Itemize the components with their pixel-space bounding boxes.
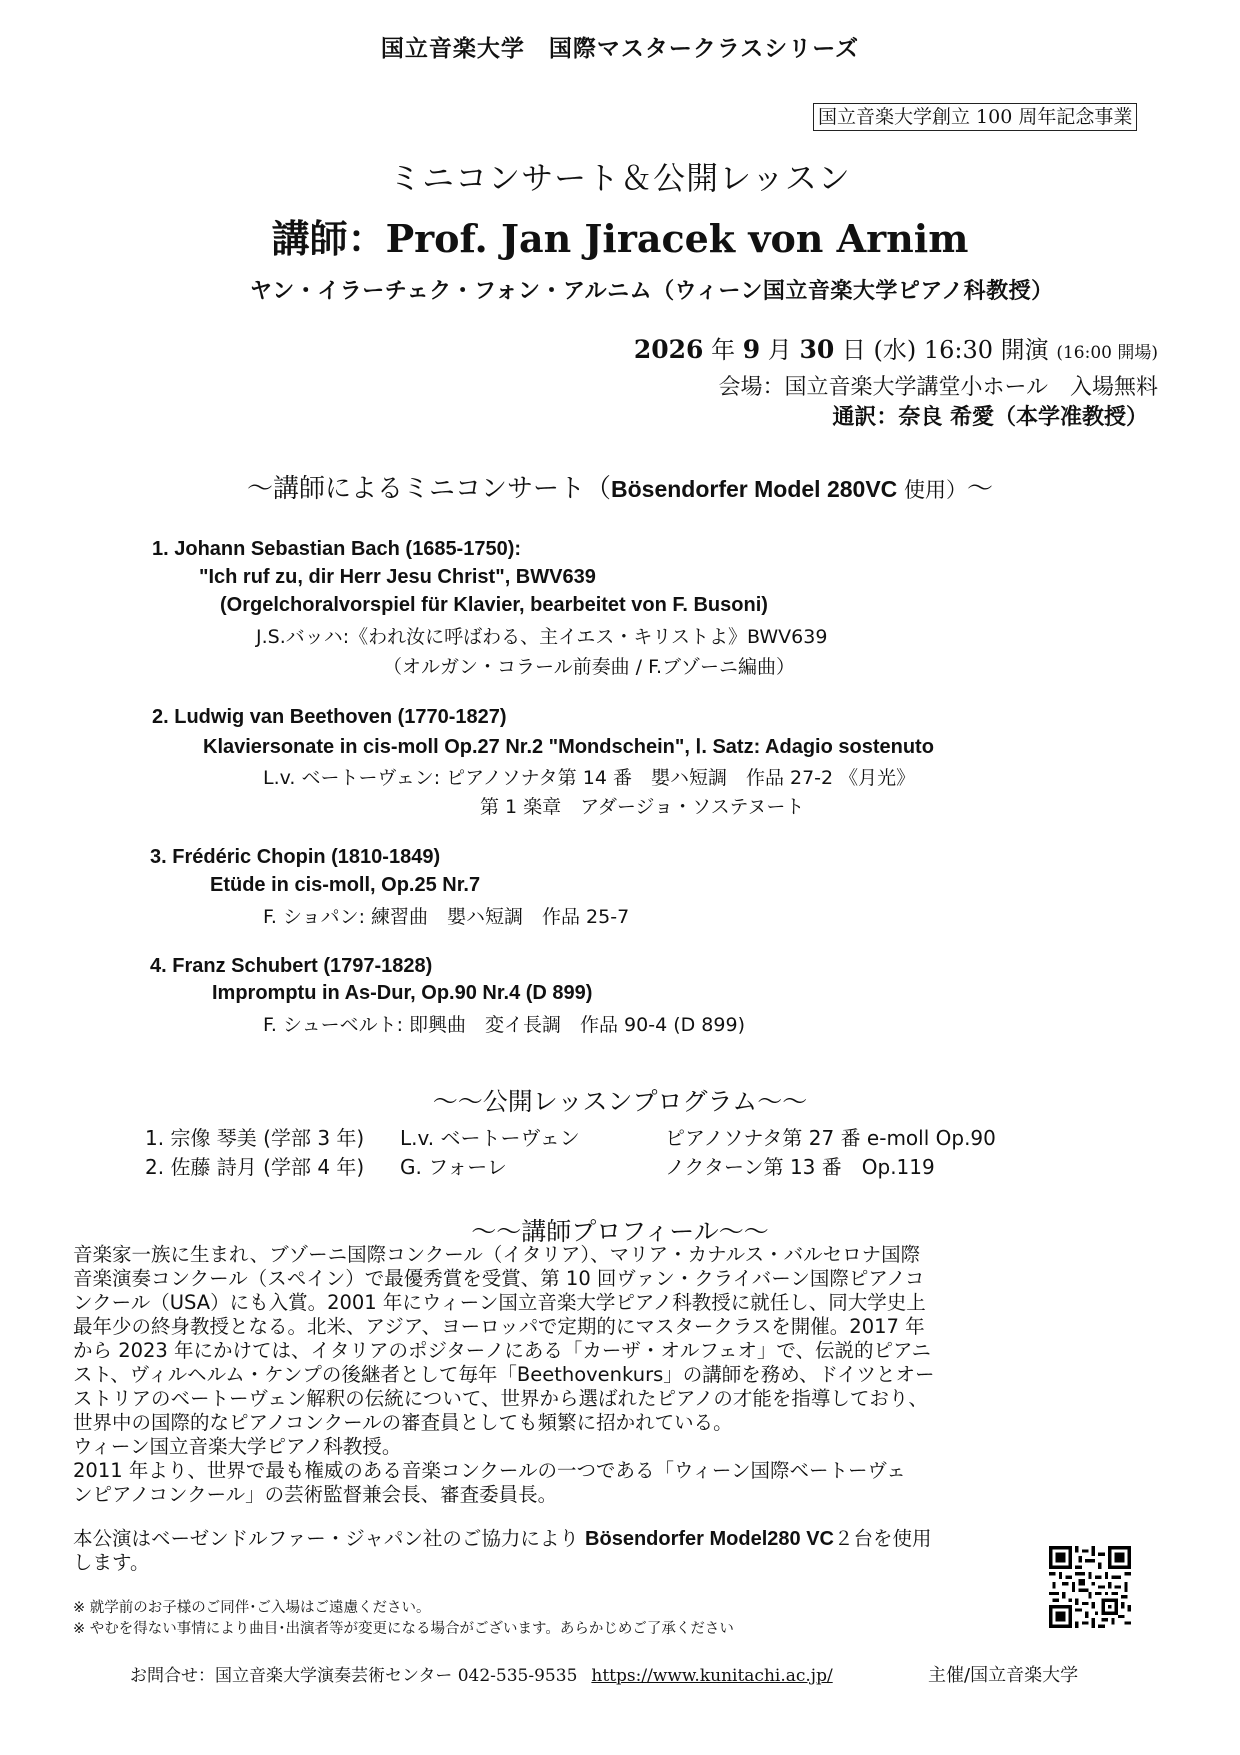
profile-line: ンピアノコンクール」の芸術監督兼会長、審査委員長。 <box>73 1483 558 1506</box>
note-line: ※ 就学前のお子様のご同伴･ご入場はご遠慮ください。 <box>73 1600 431 1616</box>
piece-1-composer: 1. Johann Sebastian Bach (1685-1750): <box>152 538 522 560</box>
profile-line: 音楽演奏コンクール（スペイン）で最優秀賞を受賞、第 10 回ヴァン・クライバーン国際ピアノコ <box>73 1267 925 1290</box>
piece-4-composer: 4. Franz Schubert (1797-1828) <box>150 955 433 977</box>
concert-heading-suffix: 使用） <box>897 478 967 502</box>
website-link[interactable]: https://www.kunitachi.ac.jp/ <box>591 1666 833 1686</box>
concert-heading-prefix: ～講師によるミニコンサート（ <box>246 474 611 504</box>
profile-line: 音楽家一族に生まれ、ブゾーニ国際コンクール（イタリア）、マリア・カナルス・バルセロナ国際 <box>73 1243 921 1266</box>
profile-line: ストリアのベートーヴェン解釈の伝統について、世界から選ばれたピアノの才能を指導しており、 <box>73 1387 928 1410</box>
contact-phone[interactable]: 042-535-9535 <box>457 1666 578 1686</box>
lesson-1-composer: L.v. ベートーヴェン <box>400 1126 580 1150</box>
series-title: 国立音楽大学 国際マスタークラスシリーズ <box>380 36 860 62</box>
interpreter: 通訳：奈良 希愛（本学准教授） <box>832 405 1148 430</box>
profile-heading: ～～講師プロフィール～～ <box>471 1217 769 1246</box>
doors-time: (16:00 開場) <box>1056 343 1158 363</box>
profile-line: から 2023 年にかけては、イタリアのポジターノにある「カーザ・オルフェオ」で、伝説的ピアニ <box>73 1339 932 1362</box>
profile-line: 最年少の終身教授となる。北米、アジア、ヨーロッパで定期的にマスタークラスを開催。2017 年 <box>73 1315 925 1338</box>
piece-4-title: Impromptu in As-Dur, Op.90 Nr.4 (D 899) <box>212 982 593 1004</box>
qr-code-icon[interactable] <box>1049 1546 1131 1628</box>
venue: 会場：国立音楽大学講堂小ホール 入場無料 <box>718 375 1158 400</box>
note-line: ※ やむを得ない事情により曲目･出演者等が変更になる場合がございます。あらかじめご了承ください <box>73 1621 734 1637</box>
piece-2-title: Klaviersonate in cis-moll Op.27 Nr.2 "Mondschein", Ⅰ. Satz: Adagio sostenuto <box>203 736 934 758</box>
piano-note-instrument: Bösendorfer Model280 VC <box>585 1528 834 1550</box>
piece-1-subtitle: (Orgelchoralvorspiel für Klavier, bearbeitet von F. Busoni) <box>220 594 768 616</box>
piece-4-jp-title: F. シューベルト: 即興曲 変イ長調 作品 90-4 (D 899) <box>263 1014 745 1036</box>
piano-note-prefix: 本公演はベーゼンドルファー・ジャパン社のご協力により <box>73 1527 586 1550</box>
concert-heading <box>0 468 1240 505</box>
piano-note-line2: します。 <box>73 1551 150 1574</box>
lesson-1-work: ピアノソナタ第 27 番 e-moll Op.90 <box>665 1126 996 1150</box>
date-weekday: (水) <box>873 336 917 364</box>
piece-1-jp-subtitle: （オルガン・コラール前奏曲 / F.ブゾーニ編曲） <box>383 656 796 678</box>
date-day-unit: 日 <box>841 336 866 364</box>
piece-1-title: "Ich ruf zu, dir Herr Jesu Christ", BWV639 <box>199 566 596 588</box>
profile-line: ンクール（USA）にも入賞。2001 年にウィーン国立音楽大学ピアノ科教授に就任し、同大学史上 <box>73 1291 926 1314</box>
piece-2-jp-subtitle: 第 1 楽章 アダージョ・ソステヌート <box>480 796 805 818</box>
footer-contact <box>130 1661 833 1686</box>
contact-label: お問合せ：国立音楽大学演奏芸術センター <box>130 1666 458 1686</box>
piano-note <box>73 1527 932 1551</box>
date-year-unit: 年 <box>711 336 736 364</box>
footer-host: 主催/国立音楽大学 <box>928 1665 1079 1686</box>
date-month: 9 <box>742 335 761 364</box>
lesson-heading: ～～公開レッスンプログラム～～ <box>432 1087 808 1116</box>
event-date <box>634 330 1158 365</box>
date-year: 2026 <box>633 335 704 364</box>
anniversary-badge: 国立音楽大学創立 100 周年記念事業 <box>813 103 1137 131</box>
profile-line: 世界中の国際的なピアノコンクールの審査員としても頻繁に招かれている。 <box>73 1411 733 1434</box>
lecturer-heading: 講師：Prof. Jan Jiracek von Arnim <box>271 216 969 261</box>
piece-2-composer: 2. Ludwig van Beethoven (1770-1827) <box>152 706 507 728</box>
piece-3-title: Etüde in cis-moll, Op.25 Nr.7 <box>210 874 481 896</box>
lesson-2-composer: G. フォーレ <box>400 1155 507 1179</box>
event-title: ミニコンサート＆公開レッスン <box>389 159 851 197</box>
lecturer-kana: ヤン・イラーチェク・フォン・アルニム（ウィーン国立音楽大学ピアノ科教授） <box>250 279 1054 304</box>
profile-line: 2011 年より、世界で最も権威のある音楽コンクールの一つである「ウィーン国際ベートーヴェ <box>73 1459 906 1482</box>
piece-1-jp-title: J.S.バッハ:《われ汝に呼ばわる、主イエス・キリストよ》BWV639 <box>256 626 828 648</box>
piece-3-composer: 3. Frédéric Chopin (1810-1849) <box>150 846 441 868</box>
concert-heading-tilde: ～ <box>966 474 993 504</box>
piece-2-jp-title: L.v. ベートーヴェン: ピアノソナタ第 14 番 嬰ハ短調 作品 27-2 《月光》 <box>263 767 916 789</box>
date-day: 30 <box>799 335 835 364</box>
start-time: 16:30 開演 <box>923 336 1049 364</box>
concert-heading-instrument: Bösendorfer Model 280VC <box>611 476 898 502</box>
piece-3-jp-title: F. ショパン: 練習曲 嬰ハ短調 作品 25-7 <box>263 906 630 928</box>
lesson-2-work: ノクターン第 13 番 Op.119 <box>665 1155 935 1179</box>
profile-line: ウィーン国立音楽大学ピアノ科教授。 <box>73 1435 402 1458</box>
date-month-unit: 月 <box>767 336 792 364</box>
lesson-2-student: 2. 佐藤 詩月 (学部 4 年) <box>145 1155 365 1179</box>
lesson-1-student: 1. 宗像 琴美 (学部 3 年) <box>145 1126 365 1150</box>
profile-line: スト、ヴィルヘルム・ケンプの後継者として毎年「Beethovenkurs」の講師を務め、ドイツとオー <box>73 1363 935 1386</box>
piano-note-suffix: ２台を使用 <box>833 1527 932 1550</box>
